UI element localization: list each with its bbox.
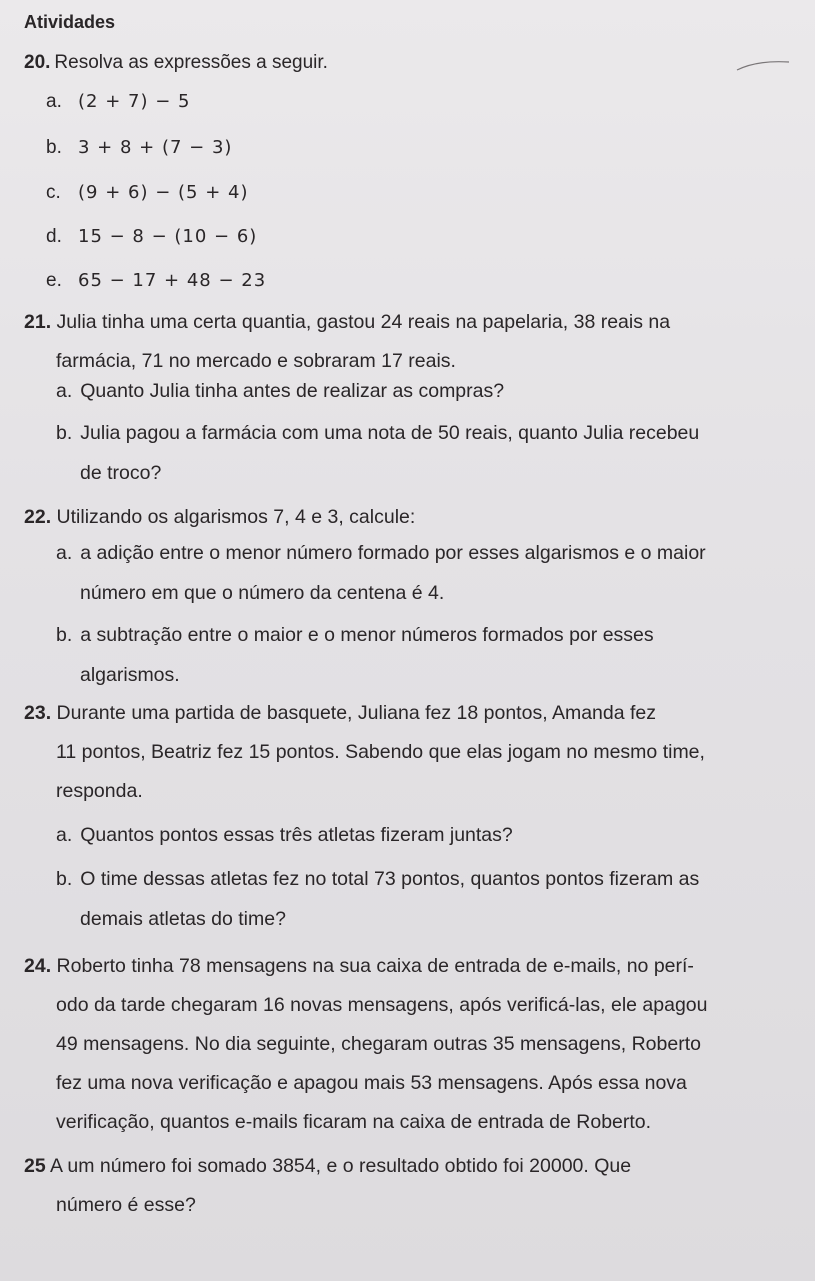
list-item: e. 65 − 17 + 48 − 23 xyxy=(46,270,267,291)
question-25: 25 A um número foi somado 3854, e o resultado obtido foi 20000. Que número é esse? xyxy=(24,1155,632,1216)
question-22b: b. a subtração entre o maior e o menor números formados por esses algarismos. xyxy=(56,624,654,686)
question-text: Resolva as expressões a seguir. xyxy=(54,52,328,73)
question-23a: a. Quantos pontos essas três atletas fizeram juntas? xyxy=(56,824,513,846)
list-item: a. (2 + 7) − 5 xyxy=(46,91,191,112)
question-24: 24. Roberto tinha 78 mensagens na sua caixa de entrada de e-mails, no perí- odo da tarde chegaram 16 novas mensagens, após verificá-las, ele apagou 49 mensagens. No dia seguinte, chegaram outras 35 mensagens, Roberto fez uma nova verificação e apagou mais 53 mensagens. Após essa nova verificação, quantos e-mails ficaram na caixa de entrada de Roberto. xyxy=(24,955,708,1133)
expression: 65 − 17 + 48 − 23 xyxy=(78,270,267,291)
question-22a: a. a adição entre o menor número formado por esses algarismos e o maior número em que o número da centena é 4. xyxy=(56,542,706,604)
question-21b: b. Julia pagou a farmácia com uma nota de 50 reais, quanto Julia recebeu de troco? xyxy=(56,422,700,484)
question-number: 24. xyxy=(24,955,52,977)
question-number: 25 xyxy=(24,1155,46,1177)
list-item: c. (9 + 6) − (5 + 4) xyxy=(46,182,249,203)
question-21a: a. Quanto Julia tinha antes de realizar as compras? xyxy=(56,380,505,402)
expression: 3 + 8 + (7 − 3) xyxy=(78,137,233,158)
list-item: b. 3 + 8 + (7 − 3) xyxy=(46,137,233,158)
question-20-heading xyxy=(24,50,328,76)
question-21: 21. Julia tinha uma certa quantia, gastou 24 reais na papelaria, 38 reais na farmácia, 71 no mercado e sobraram 17 reais. xyxy=(24,311,671,372)
expression: (9 + 6) − (5 + 4) xyxy=(78,182,249,203)
question-number: 21. xyxy=(24,311,52,333)
expression: (2 + 7) − 5 xyxy=(78,91,191,112)
question-number: 23. xyxy=(24,702,52,724)
expression: 15 − 8 − (10 − 6) xyxy=(78,226,258,247)
question-number: 22. xyxy=(24,506,52,528)
question-number: 20. xyxy=(24,52,51,73)
question-23: 23. Durante uma partida de basquete, Juliana fez 18 pontos, Amanda fez 11 pontos, Beatriz fez 15 pontos. Sabendo que elas jogam no mesmo time, responda. xyxy=(24,702,705,802)
question-22: 22. Utilizando os algarismos 7, 4 e 3, calcule: xyxy=(24,506,416,528)
section-title: Atividades xyxy=(24,12,116,32)
question-23b: b. O time dessas atletas fez no total 73 pontos, quantos pontos fizeram as demais atletas do time? xyxy=(56,868,700,930)
list-item: d. 15 − 8 − (10 − 6) xyxy=(46,226,258,247)
pencil-mark-icon xyxy=(735,58,791,72)
